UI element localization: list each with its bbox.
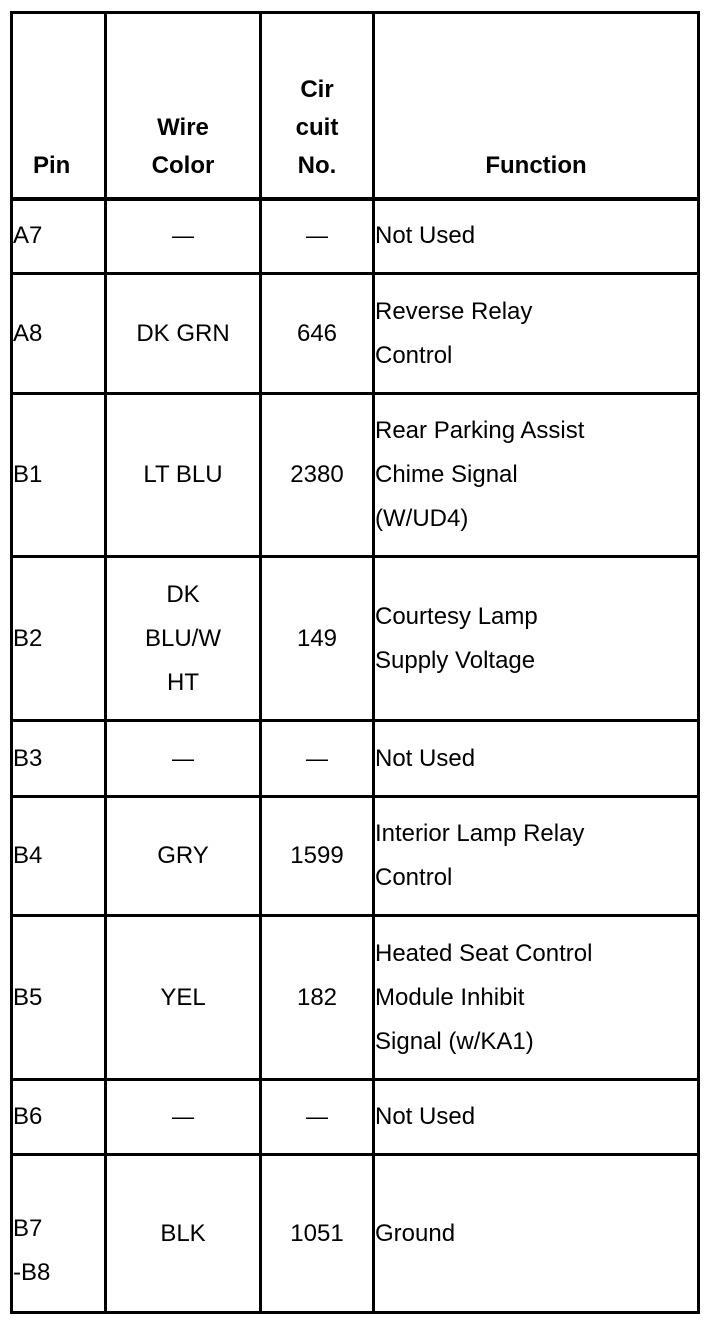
- function-line: Module Inhibit: [375, 983, 525, 1011]
- function-line: Control: [375, 864, 453, 891]
- wire-color-line: HT: [166, 668, 199, 696]
- function-line: Signal (w/KA1): [375, 1027, 534, 1055]
- circuit-cell: —: [261, 1080, 374, 1155]
- table-row: [12, 1080, 699, 1155]
- function-cell: [374, 1155, 699, 1313]
- table-row: [12, 1155, 699, 1313]
- table-row: [12, 274, 699, 394]
- circuit-cell: 646: [261, 274, 374, 394]
- circuit-cell: —: [261, 199, 374, 274]
- wire-color-line: BLU/W: [144, 624, 221, 652]
- pin-cell: [12, 1155, 106, 1313]
- function-line: Ground: [375, 1219, 456, 1247]
- header-wire-color-line: Wire: [157, 113, 209, 141]
- circuit-cell: 1051: [261, 1155, 374, 1313]
- header-circuit-no: [261, 13, 374, 199]
- function-line: Not Used: [375, 744, 476, 772]
- pin-line: -B8: [13, 1258, 51, 1286]
- function-cell: [374, 916, 699, 1080]
- function-line: Not Used: [375, 222, 476, 250]
- circuit-cell: 2380: [261, 394, 374, 557]
- table-row: [12, 721, 699, 797]
- function-line: Not Used: [375, 1103, 476, 1130]
- function-line: (W/UD4): [375, 505, 469, 532]
- function-line: Control: [375, 341, 453, 369]
- pin-cell: B1: [12, 394, 106, 557]
- wire-color-cell: —: [106, 199, 261, 274]
- wire-color-cell: GRY: [106, 797, 261, 916]
- circuit-cell: 149: [261, 557, 374, 721]
- header-pin: Pin: [12, 13, 106, 199]
- header-wire-color-line: Color: [151, 151, 215, 179]
- header-circuit-line: cuit: [295, 113, 339, 141]
- function-line: Interior Lamp Relay: [375, 820, 585, 847]
- function-cell: [374, 1080, 699, 1155]
- function-cell: [374, 199, 699, 274]
- function-line: Heated Seat Control: [375, 939, 593, 967]
- pin-cell: B3: [12, 721, 106, 797]
- pin-cell: A8: [12, 274, 106, 394]
- function-cell: [374, 721, 699, 797]
- wire-color-cell: —: [106, 1080, 261, 1155]
- table-row: [12, 199, 699, 274]
- header-circuit-line: No.: [297, 151, 337, 179]
- function-line: Rear Parking Assist: [375, 417, 585, 444]
- function-cell: [374, 797, 699, 916]
- header-function: Function: [374, 13, 699, 199]
- circuit-cell: —: [261, 721, 374, 797]
- wire-color-cell: DK GRN: [106, 274, 261, 394]
- circuit-cell: 1599: [261, 797, 374, 916]
- function-line: Supply Voltage: [375, 646, 536, 674]
- table-row: [12, 797, 699, 916]
- pin-line: B7: [13, 1214, 43, 1242]
- table-header-row: [12, 13, 699, 199]
- pin-cell: B6: [12, 1080, 106, 1155]
- wire-color-line: DK: [166, 580, 200, 608]
- function-line: Courtesy Lamp: [375, 602, 538, 630]
- table-row: [12, 394, 699, 557]
- function-line: Reverse Relay: [375, 297, 533, 325]
- pin-cell: B2: [12, 557, 106, 721]
- function-cell: [374, 274, 699, 394]
- pin-cell: B5: [12, 916, 106, 1080]
- table-row: [12, 916, 699, 1080]
- wire-color-cell: LT BLU: [106, 394, 261, 557]
- wire-color-cell: —: [106, 721, 261, 797]
- wire-color-cell: YEL: [106, 916, 261, 1080]
- wire-color-cell: [106, 557, 261, 721]
- circuit-cell: 182: [261, 916, 374, 1080]
- table-row: [12, 557, 699, 721]
- header-circuit-line: Cir: [300, 75, 334, 103]
- wire-color-cell: BLK: [106, 1155, 261, 1313]
- pin-cell: B4: [12, 797, 106, 916]
- function-cell: [374, 557, 699, 721]
- header-wire-color: [106, 13, 261, 199]
- pin-cell: A7: [12, 199, 106, 274]
- function-line: Chime Signal: [375, 461, 518, 488]
- connector-pinout-table: [10, 11, 700, 1314]
- function-cell: [374, 394, 699, 557]
